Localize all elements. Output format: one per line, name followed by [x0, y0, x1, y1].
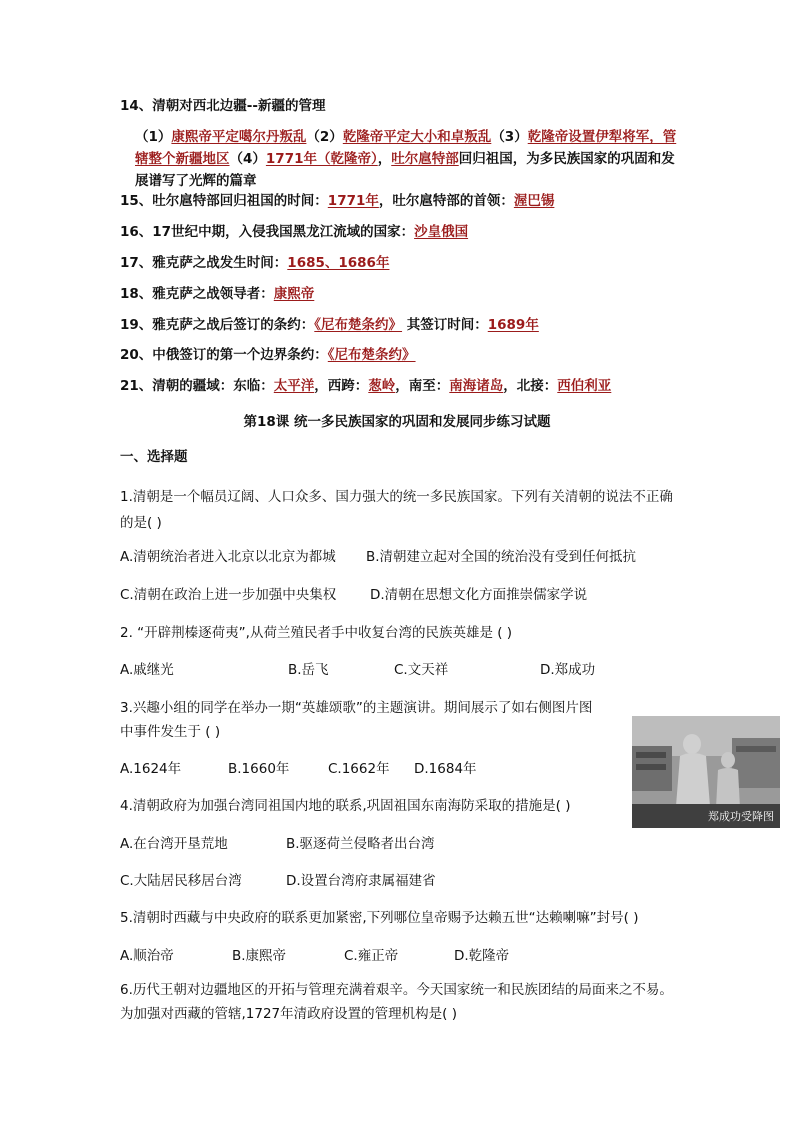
item-14-body: [135, 126, 680, 192]
question-1-stem: 1.清朝是一个幅员辽阔、人口众多、国力强大的统一多民族国家。下列有关清朝的说法不正确的是( ): [120, 489, 673, 531]
item-18-text: 18、雅克萨之战领导者：: [120, 286, 274, 302]
item-14-tail: 回归祖国，为多民族国家的巩固和发展谱写了光辉的篇章: [135, 151, 675, 189]
item-21-text: 21、清朝的疆域：东临：: [120, 378, 274, 394]
answer-15-1: 1771年: [327, 193, 379, 209]
question-1-option-b: B.清朝建立起对全国的统治没有受到任何抵抗: [366, 549, 637, 565]
answer-19-2: 1689年: [487, 317, 539, 333]
question-5-stem: 5.清朝时西藏与中央政府的联系更加紧密,下列哪位皇帝赐予达赖五世“达赖喇嘛”封号( ): [120, 910, 639, 926]
item-21-m3: ，北接：: [503, 378, 558, 394]
question-6-stem: 6.历代王朝对边疆地区的开拓与管理充满着艰辛。今天国家统一和民族团结的局面来之不易。为加强对西藏的管辖,1727年清政府设置的管理机构是( ): [120, 982, 673, 1022]
question-4-option-d: D.设置台湾府隶属福建省: [286, 873, 436, 889]
item-19-mid: 其签订时间：: [402, 317, 488, 333]
answer-21-4: 西伯利亚: [557, 378, 612, 394]
question-3-stem-line1: 3.兴趣小组的同学在举办一期“英雄颂歌”的主题演讲。期间展示了如右侧图片图: [120, 700, 593, 716]
item-19-text: 19、雅克萨之战后签订的条约：: [120, 317, 315, 333]
question-2-stem: 2. “开辟荆榛逐荷夷”,从荷兰殖民者手中收复台湾的民族英雄是 ( ): [120, 625, 513, 641]
answer-14-4: 1771年（乾隆帝）: [265, 151, 378, 167]
question-1-option-a: A.清朝统治者进入北京以北京为都城: [120, 549, 336, 565]
question-3-stem-line2: 中事件发生于 ( ): [120, 724, 221, 740]
item-14-sep: ，: [377, 151, 392, 167]
item-15-mid: ，吐尔扈特部的首领：: [378, 193, 514, 209]
answer-19-1: 《尼布楚条约》: [314, 317, 403, 333]
answer-14-3: 乾隆帝设置伊犁将军，管辖整个新疆地区: [135, 129, 677, 167]
item-21-m1: ，西跨：: [314, 378, 369, 394]
item-16-text: 16、17世纪中期，入侵我国黑龙江流域的国家：: [120, 224, 415, 240]
item-15-text: 15、吐尔扈特部回归祖国的时间：: [120, 193, 328, 209]
item-16: [120, 222, 468, 242]
item-14-p3: （3）: [491, 129, 528, 145]
item-15: [120, 191, 554, 211]
question-5-option-b: B.康熙帝: [232, 948, 287, 964]
question-3-option-d: D.1684年: [414, 761, 477, 777]
question-5-option-a: A.顺治帝: [120, 948, 174, 964]
question-4-option-a: A.在台湾开垦荒地: [120, 836, 228, 852]
question-5-option-c: C.雍正帝: [344, 948, 399, 964]
answer-20: 《尼布楚条约》: [327, 347, 416, 363]
document-title: 第18课 统一多民族国家的巩固和发展同步练习试题: [243, 414, 551, 430]
photo-caption: 郑成功受降图: [708, 810, 774, 823]
answer-14-1: 康熙帝平定噶尔丹叛乱: [171, 129, 307, 145]
question-1-option-d: D.清朝在思想文化方面推崇儒家学说: [370, 587, 588, 603]
item-14-title: 14、清朝对西北边疆--新疆的管理: [120, 98, 326, 114]
item-17: [120, 253, 389, 273]
question-4-stem: 4.清朝政府为加强台湾同祖国内地的联系,巩固祖国东南海防采取的措施是( ): [120, 798, 571, 814]
item-20-text: 20、中俄签订的第一个边界条约：: [120, 347, 328, 363]
item-19: [120, 315, 539, 335]
item-14-p4: （4）: [229, 151, 266, 167]
question-3-option-c: C.1662年: [328, 761, 390, 777]
question-5-option-d: D.乾隆帝: [454, 948, 510, 964]
answer-15-2: 渥巴锡: [513, 193, 555, 209]
item-14-p2: （2）: [306, 129, 343, 145]
question-4-option-c: C.大陆居民移居台湾: [120, 873, 242, 889]
answer-21-3: 南海诸岛: [449, 378, 504, 394]
answer-17: 1685、1686年: [287, 255, 390, 271]
item-20: [120, 345, 416, 365]
question-4-option-b: B.驱逐荷兰侵略者出台湾: [286, 836, 435, 852]
question-2-option-c: C.文天祥: [394, 662, 449, 678]
item-21-m2: ，南至：: [395, 378, 450, 394]
question-2-option-a: A.戚继光: [120, 662, 174, 678]
answer-16: 沙皇俄国: [414, 224, 469, 240]
answer-18: 康熙帝: [273, 286, 315, 302]
item-17-text: 17、雅克萨之战发生时间：: [120, 255, 288, 271]
item-18: [120, 284, 314, 304]
item-21: [120, 376, 611, 396]
answer-21-2: 葱岭: [368, 378, 396, 394]
section-heading: 一、选择题: [120, 449, 188, 465]
question-2-option-d: D.郑成功: [540, 662, 596, 678]
answer-14-5: 吐尔扈特部: [391, 151, 459, 167]
answer-21-1: 太平洋: [273, 378, 315, 394]
question-3-option-a: A.1624年: [120, 761, 182, 777]
statue-photo: [632, 716, 780, 828]
item-14-p1: （1）: [135, 129, 172, 145]
question-1-option-c: C.清朝在政治上进一步加强中央集权: [120, 587, 337, 603]
answer-14-2: 乾隆帝平定大小和卓叛乱: [342, 129, 492, 145]
question-3-option-b: B.1660年: [228, 761, 290, 777]
question-2-option-b: B.岳飞: [288, 662, 329, 678]
